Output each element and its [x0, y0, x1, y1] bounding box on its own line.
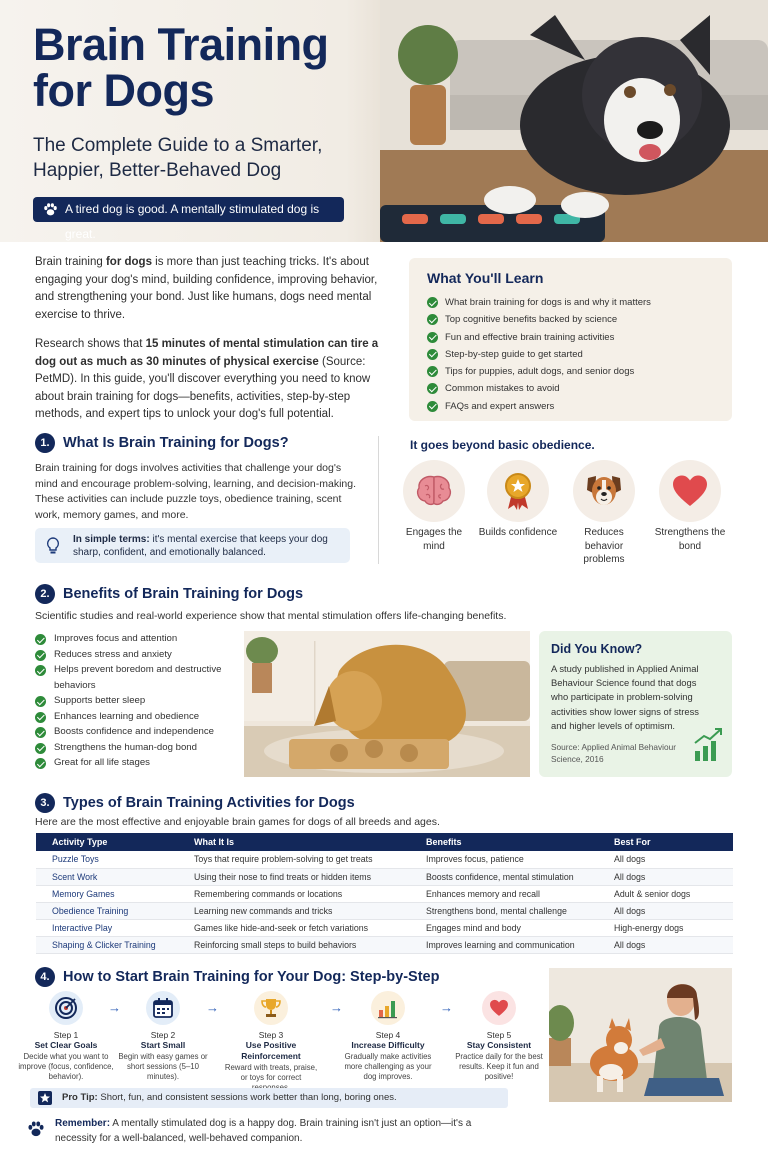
- learn-item-text: FAQs and expert answers: [445, 400, 555, 412]
- step-3-title: Use Positive Reinforcement: [241, 1040, 301, 1061]
- learn-list: [427, 294, 714, 415]
- check-icon: [427, 332, 438, 343]
- step-5-number: Step 5: [486, 1030, 512, 1040]
- dyk-source: Source: Applied Animal Behaviour Science, 2016: [551, 742, 676, 765]
- table-cell: All dogs: [598, 851, 733, 868]
- check-icon: [427, 366, 438, 377]
- section-1-body: Brain training for dogs involves activities that challenge your dog's mind and encourage problem-solving, learning, and decision-making. These activities can include puzzle toys, obedience training, scent work, memory games, and more.: [35, 462, 357, 521]
- intro-paragraph-1: [35, 254, 387, 324]
- table-row: [36, 868, 733, 885]
- step-2-title: Start Small: [140, 1040, 186, 1050]
- activities-table: [36, 833, 733, 954]
- table-cell: All dogs: [598, 868, 733, 885]
- callout-bold: In simple terms:: [73, 534, 150, 545]
- table-cell: Obedience Training: [36, 902, 178, 919]
- step-arrow-1: →: [108, 1000, 121, 1015]
- hero-banner: [33, 197, 344, 241]
- target-icon: [49, 991, 83, 1025]
- section-1-divider: [378, 436, 379, 564]
- protip-rest: Short, fun, and consistent sessions work better than long, boring ones.: [100, 1092, 397, 1103]
- growth-chart-icon: [693, 727, 723, 763]
- step-2: [113, 991, 213, 1083]
- callout-text: [73, 533, 343, 559]
- step-arrow-3: →: [330, 1000, 343, 1015]
- trophy-icon: [254, 991, 288, 1025]
- learn-item-text: What brain training for dogs is and why it matters: [445, 297, 651, 308]
- dog-puzzle-photo: [244, 631, 530, 777]
- intro-p2-start: Research shows that: [35, 338, 143, 350]
- heart-icon: [659, 460, 721, 522]
- section-3-number: 3.: [35, 793, 55, 813]
- table-cell: Using their nose to find treats or hidden items: [178, 868, 410, 885]
- check-icon: [35, 650, 46, 661]
- benefit-item-text: Supports better sleep: [54, 695, 146, 706]
- beyond-item-1: [394, 460, 474, 553]
- table-header-cell: What It Is: [178, 833, 410, 851]
- remember-rest: A mentally stimulated dog is a happy dog. Brain training isn't just an option—it's a necessity for a well-balanced, well-behaved companion.: [55, 1118, 472, 1144]
- step-3: [221, 991, 321, 1094]
- learn-item-text: Tips for puppies, adult dogs, and senior dogs: [445, 366, 635, 378]
- heart-icon: [482, 991, 516, 1025]
- table-header-row: [36, 833, 733, 851]
- check-icon: [427, 314, 438, 325]
- step-3-desc: Reward with treats, praise, or toys for correct: [224, 1063, 318, 1083]
- section-2-heading: [35, 584, 303, 604]
- table-cell: High-energy dogs: [598, 919, 733, 936]
- table-cell: Shaping & Clicker Training: [36, 936, 178, 953]
- step-5: [449, 991, 549, 1083]
- table-row: [36, 885, 733, 902]
- benefit-item: [35, 631, 235, 647]
- section-3-heading: [35, 793, 355, 813]
- table-header-cell: Activity Type: [36, 833, 178, 851]
- simple-terms-callout: [35, 528, 350, 563]
- step-4: [338, 991, 438, 1083]
- check-icon: [427, 401, 438, 412]
- page-title: [33, 19, 393, 116]
- brain-icon: [403, 460, 465, 522]
- beyond-label-2: Builds confidence: [478, 527, 558, 538]
- step-5-title: Stay Consistent: [466, 1040, 532, 1050]
- callout-rest: it's mental exercise that keeps your dog sharp, confident, and emotionally balanced.: [73, 534, 328, 558]
- benefit-item-text: Enhances learning and obedience: [54, 710, 200, 722]
- hero-section: [0, 0, 768, 242]
- table-header-cell: Best For: [598, 833, 733, 851]
- check-icon: [35, 712, 46, 723]
- beyond-label-3: Reduces behavior problems: [583, 527, 625, 565]
- step-arrow-2: →: [206, 1000, 219, 1015]
- table-cell: Improves learning and communication: [410, 936, 598, 953]
- beyond-item-3: [564, 460, 644, 567]
- intro-p2-rest: (Source: PetMD). In this guide, you'll discover everything you need to know about brain training for dogs—benefits, activities, step-by-step methods, and expert tips to unlock your dog's full potential.: [35, 355, 371, 420]
- check-icon: [35, 696, 46, 707]
- step-1-number: Step 1: [53, 1030, 79, 1040]
- benefits-list: [35, 631, 235, 771]
- remember-text: [55, 1117, 495, 1146]
- learn-item: [427, 294, 714, 311]
- remember-bold: Remember:: [55, 1118, 111, 1129]
- check-icon: [35, 634, 46, 645]
- dyk-body: A study published in Applied Animal Behaviour Science found that dogs who participate in problem-solving activities show lower signs of stress and higher levels of optimism.: [551, 663, 699, 731]
- table-cell: Learning new commands and tricks: [178, 902, 410, 919]
- what-you-learn-box: [409, 258, 732, 421]
- section-3-title: Types of Brain Training Activities for Dogs: [63, 795, 355, 811]
- check-icon: [427, 383, 438, 394]
- table-cell: All dogs: [598, 902, 733, 919]
- woman-training-dog-photo: [549, 968, 732, 1102]
- table-header-cell: Benefits: [410, 833, 598, 851]
- step-4-desc: Gradually make activities more challenging as your dog improves.: [344, 1052, 432, 1082]
- section-1-title: What Is Brain Training for Dogs?: [63, 435, 289, 451]
- section-1-heading: [35, 433, 289, 453]
- step-1-desc: Decide what you want to improve (focus, confidence, behavior).: [18, 1052, 114, 1082]
- learn-title: What You'll Learn: [427, 270, 544, 286]
- section-3-intro: Here are the most effective and enjoyable brain games for dogs of all breeds and ages.: [35, 816, 440, 828]
- learn-item-text: Step-by-step guide to get started: [445, 348, 583, 360]
- learn-item: [427, 346, 714, 363]
- learn-item-text: Top cognitive benefits backed by science: [445, 314, 618, 326]
- table-cell: Adult & senior dogs: [598, 885, 733, 902]
- check-icon: [35, 727, 46, 738]
- benefit-item-text: Reduces stress and anxiety: [54, 648, 172, 660]
- check-icon: [35, 758, 46, 769]
- intro-rest: is more than just teaching tricks. It's about engaging your dog's mind, building confidence, improving behavior, and strengthening your bond. Just like humans, dogs need mental exercise to thrive.: [35, 256, 378, 321]
- step-1: [16, 991, 116, 1083]
- section-4-title: How to Start Brain Training for Your Dog: Step-by-Step: [63, 969, 440, 985]
- dog-face-icon: [573, 460, 635, 522]
- dyk-title: Did You Know?: [551, 642, 643, 656]
- hero-dog-photo: [380, 0, 768, 242]
- step-4-number: Step 4: [375, 1030, 401, 1040]
- step-2-desc: Begin with easy games or short sessions (5–10 minutes).: [118, 1052, 208, 1082]
- beyond-label-4: Strengthens the bond: [654, 527, 726, 552]
- learn-item: [427, 329, 714, 346]
- step-2-number: Step 2: [150, 1030, 176, 1040]
- title-line-1: Brain Training: [33, 19, 329, 70]
- banner-text: A tired dog is good. A mentally stimulated dog is great.: [65, 202, 320, 241]
- table-cell: Boosts confidence, mental stimulation: [410, 868, 598, 885]
- table-cell: Scent Work: [36, 868, 178, 885]
- page-subtitle: The Complete Guide to a Smarter, Happier, Better-Behaved Dog: [33, 135, 323, 181]
- learn-item: [427, 380, 714, 397]
- benefit-item: [35, 724, 235, 740]
- section-4-number: 4.: [35, 967, 55, 987]
- benefit-item: [35, 740, 235, 756]
- table-row: [36, 919, 733, 936]
- table-row: [36, 851, 733, 868]
- intro-bold: for dogs: [105, 256, 152, 268]
- table-cell: Strengthens bond, mental challenge: [410, 902, 598, 919]
- protip-bold: Pro Tip:: [62, 1092, 98, 1103]
- section-4-heading: [35, 967, 439, 987]
- check-icon: [427, 297, 438, 308]
- learn-item-text: Fun and effective brain training activities: [445, 331, 615, 343]
- benefit-item: [35, 709, 235, 725]
- table-cell: Enhances memory and recall: [410, 885, 598, 902]
- activities-table-wrap: [36, 833, 733, 954]
- table-cell: Improves focus, patience: [410, 851, 598, 868]
- medal-icon: [487, 460, 549, 522]
- intro-text: [35, 254, 387, 424]
- section-2-number: 2.: [35, 584, 55, 604]
- table-row: [36, 902, 733, 919]
- benefit-item-text: Boosts confidence and independence: [54, 726, 215, 737]
- beyond-item-2: [478, 460, 558, 540]
- table-cell: Puzzle Toys: [36, 851, 178, 868]
- section-1-number: 1.: [35, 433, 55, 453]
- did-you-know-box: [539, 631, 732, 777]
- calendar-icon: [146, 991, 180, 1025]
- learn-item: [427, 311, 714, 328]
- intro-paragraph-2: [35, 336, 387, 424]
- benefit-item: [35, 693, 235, 709]
- table-cell: All dogs: [598, 936, 733, 953]
- table-cell: Interactive Play: [36, 919, 178, 936]
- beyond-item-4: [650, 460, 730, 553]
- beyond-label-1: Engages the mind: [405, 527, 463, 552]
- bar-chart-icon: [371, 991, 405, 1025]
- table-cell: Remembering commands or locations: [178, 885, 410, 902]
- step-1-title: Set Clear Goals: [34, 1040, 98, 1050]
- benefit-item: [35, 662, 235, 693]
- learn-item: [427, 398, 714, 415]
- intro-p2-bold: 15 minutes of mental stimulation can tire a dog out as much as 30 minutes of physical exercise: [35, 338, 379, 368]
- check-icon: [35, 665, 46, 676]
- benefit-item-text: Improves focus and attention: [54, 633, 178, 644]
- title-line-2: for Dogs: [33, 65, 214, 116]
- learn-item-text: Common mistakes to avoid: [445, 383, 560, 395]
- table-cell: Games like hide-and-seek or fetch variations: [178, 919, 410, 936]
- table-body: [36, 851, 733, 953]
- step-arrow-4: →: [440, 1000, 453, 1015]
- pro-tip-bar: [30, 1088, 508, 1108]
- benefit-item-text: Helps prevent boredom and destructive behaviors: [54, 664, 222, 691]
- step-3-number: Step 3: [258, 1030, 284, 1040]
- paw-icon: [27, 1120, 45, 1138]
- star-icon: [38, 1091, 52, 1105]
- table-row: [36, 936, 733, 953]
- remember-section: [0, 1110, 768, 1152]
- table-cell: Reinforcing small steps to build behaviors: [178, 936, 410, 953]
- table-cell: Memory Games: [36, 885, 178, 902]
- table-cell: Toys that require problem-solving to get treats: [178, 851, 410, 868]
- benefit-item: [35, 755, 235, 771]
- benefit-item-text: Great for all life stages: [54, 757, 150, 768]
- section-2-title: Benefits of Brain Training for Dogs: [63, 586, 304, 602]
- intro-lead: Brain training: [35, 256, 103, 268]
- step-5-desc: Practice daily for the best results. Keep it fun and positive!: [455, 1052, 543, 1082]
- beyond-obedience-title: It goes beyond basic obedience.: [410, 438, 595, 452]
- table-cell: Engages mind and body: [410, 919, 598, 936]
- paw-icon: [43, 202, 58, 217]
- section-2-intro: Scientific studies and real-world experience show that mental stimulation offers life-changing benefits.: [35, 610, 507, 622]
- step-4-title: Increase Difficulty: [351, 1040, 425, 1050]
- check-icon: [35, 743, 46, 754]
- benefit-item: [35, 647, 235, 663]
- benefit-item-text: Strengthens the human-dog bond: [54, 741, 197, 753]
- learn-item: [427, 363, 714, 380]
- lightbulb-icon: [46, 537, 60, 555]
- check-icon: [427, 349, 438, 360]
